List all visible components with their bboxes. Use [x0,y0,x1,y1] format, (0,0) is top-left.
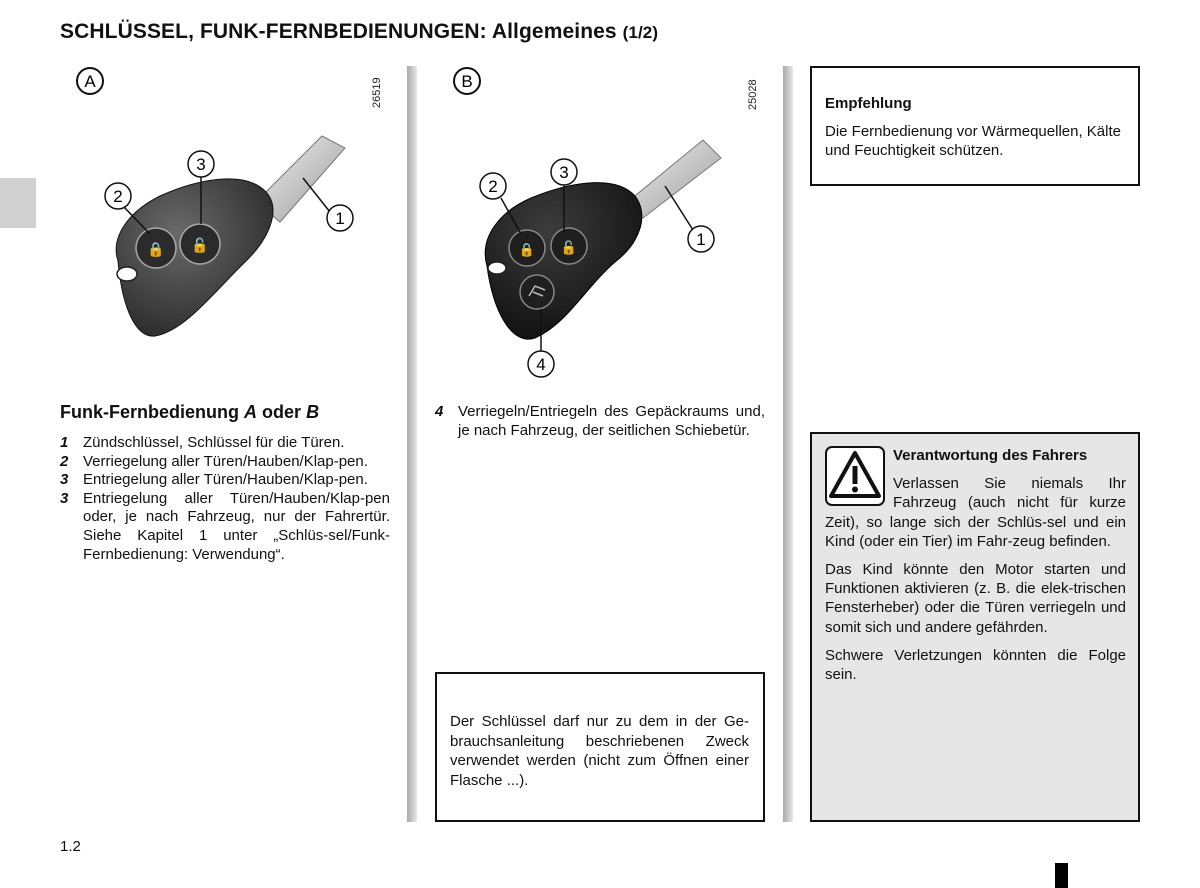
page-title-text: SCHLÜSSEL, FUNK-FERNBEDIENUNGEN: Allgemeines [60,20,617,43]
warning-heading: Verantwortung des Fahrers [893,447,1088,464]
key-fob-a-illustration [60,66,400,386]
warning-paragraph-1: Verlassen Sie niemals Ihr Fahrzeug (auch nicht für kurze Zeit), so lange sich der Schlüs-sel und ein Kind (oder ein Tier) im Fahr-zeug befinden. [825,475,1126,550]
callout-3-label: 3 [559,163,569,182]
list-item-number: 3 [60,471,69,489]
unlock-button-icon: 🔓 [560,240,578,255]
callout-1-label: 1 [335,209,345,228]
section-heading-b: B [306,402,320,422]
page-title [60,20,658,44]
list-item-text: Entriegelung aller Türen/Hauben/Klap-pen oder, je nach Fahrzeug, nur der Fahrertür. Siehe Kapitel 1 unter „Schlüs-sel/Funk-Fernbedienung: Verwendung“. [83,489,390,563]
callout-1-label: 1 [696,230,706,249]
list-item-text: Verriegelung aller Türen/Hauben/Klap-pen. [83,452,368,470]
figure-b-reference: 25028 [747,79,759,110]
list-item-number: 4 [435,403,444,420]
key-fob-b-illustration [435,66,775,386]
column-divider-left [407,66,417,822]
column-divider-right [783,66,793,822]
warning-paragraph-2: Das Kind könnte den Motor starten und Funktionen aktivieren (z. B. die elek-trischen Fensterheber) oder die Türen verriegeln und somit sich und andere gefährden. [825,561,1126,636]
callout-4-label: 4 [536,355,546,374]
list-item [60,471,390,490]
list-item [435,403,765,440]
lock-button-icon: 🔒 [147,241,165,257]
recommendation-box [810,66,1140,186]
list-item-number: 3 [60,489,69,507]
figure-b-letter: B [461,72,473,91]
recommendation-text: Die Fernbedienung vor Wärmequellen, Kälte und Feuchtigkeit schützen. [825,123,1121,159]
recommendation-heading: Empfehlung [825,95,912,112]
warning-box [810,432,1140,822]
thumb-marker [1055,863,1068,888]
list-item-number: 2 [60,452,69,470]
callout-1-line [665,186,693,230]
figure-a-letter: A [84,72,96,91]
list-item [60,490,390,564]
lock-button-icon: 🔒 [518,242,536,257]
key-ring-hole [488,262,506,274]
list-item-text: Entriegelung aller Türen/Hauben/Klap-pen. [83,471,368,489]
figure-a-reference: 26519 [371,77,383,108]
legend-list-b [435,403,765,440]
page-part: (1/2) [622,23,659,42]
section-heading-prefix: Funk-Fernbedienung [60,402,239,422]
note-box [435,672,765,822]
section-heading [60,402,319,423]
note-text: Der Schlüssel darf nur zu dem in der Ge-brauchsanleitung beschriebenen Zweck verwendet werden (nicht zum Öffnen einer Flasche ...). [450,713,749,789]
legend-list [60,434,390,564]
list-item-number: 1 [60,434,69,451]
callout-2-label: 2 [113,187,123,206]
list-item-text: Zündschlüssel, Schlüssel für die Türen. [83,434,345,451]
list-item [60,434,390,453]
section-heading-mid: oder [262,402,302,422]
unlock-button-icon: 🔓 [191,237,209,253]
key-ring-hole [117,267,137,281]
trunk-button [520,275,554,309]
chapter-tab [0,178,36,228]
figure-b [435,66,775,386]
list-item [60,453,390,472]
list-item-text: Verriegeln/Entriegeln des Gepäckraums und, je nach Fahrzeug, der seitlichen Schiebetür. [458,403,765,439]
callout-2-label: 2 [488,177,498,196]
callout-1-line [303,178,330,212]
figure-a [60,66,400,386]
callout-3-label: 3 [196,155,206,174]
warning-paragraph-3: Schwere Verletzungen könnten die Folge sein. [825,646,1126,684]
section-heading-a: A [244,402,258,422]
page-number: 1.2 [60,838,81,855]
warning-triangle-icon [825,446,885,506]
